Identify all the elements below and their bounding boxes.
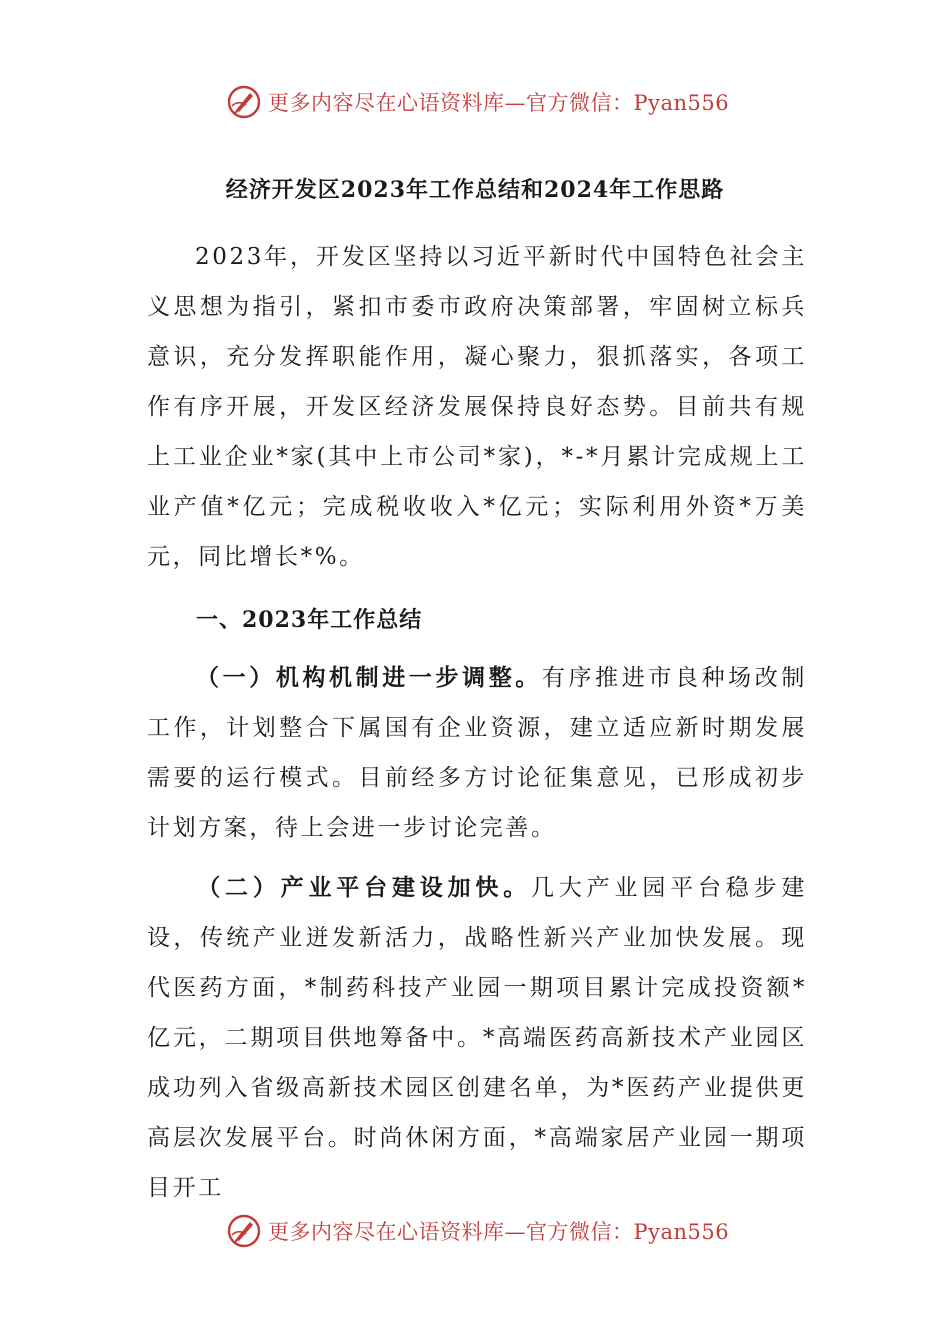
item-2-lead: （二）产业平台建设加快。 (195, 874, 532, 901)
item-1-lead: （一）机构机制进一步调整。 (195, 664, 542, 691)
quill-logo-icon (226, 1213, 262, 1249)
item-2-paragraph (147, 863, 807, 1213)
watermark-text: 更多内容尽在心语资料库—官方微信：Pyan556 (268, 91, 730, 115)
page-title: 经济开发区2023年工作总结和2024年工作思路 (225, 177, 725, 203)
quill-logo-icon (226, 84, 262, 120)
section-heading: 一、2023年工作总结 (196, 607, 423, 633)
watermark-header (0, 80, 950, 124)
item-1-body: 有序推进市良种场改制工作，计划整合下属国有企业资源，建立适应新时期发展需要的运行模式。目前经多方讨论征集意见，已形成初步计划方案，待上会进一步讨论完善。 (147, 665, 807, 841)
watermark-footer (0, 1209, 950, 1253)
item-1-paragraph (147, 653, 807, 853)
item-2-body: 几大产业园平台稳步建设，传统产业迸发新活力，战略性新兴产业加快发展。现代医药方面，*制药科技产业园一期项目累计完成投资额*亿元，二期项目供地筹备中。*高端医药高新技术产业园区成功列入省级高新技术园区创建名单，为*医药产业提供更高层次发展平台。时尚休闲方面，*高端家居产业园一期项目开工 (147, 875, 808, 1201)
intro-text: 2023年，开发区坚持以习近平新时代中国特色社会主义思想为指引，紧扣市委市政府决策部署，牢固树立标兵意识，充分发挥职能作用，凝心聚力，狠抓落实，各项工作有序开展，开发区经济发展保持良好态势。目前共有规上工业企业*家(其中上市公司*家)，*-*月累计完成规上工业产值*亿元；完成税收收入*亿元；实际利用外资*万美元，同比增长*%。 (147, 244, 807, 570)
intro-paragraph (147, 232, 807, 582)
watermark-text: 更多内容尽在心语资料库—官方微信：Pyan556 (268, 1220, 730, 1244)
